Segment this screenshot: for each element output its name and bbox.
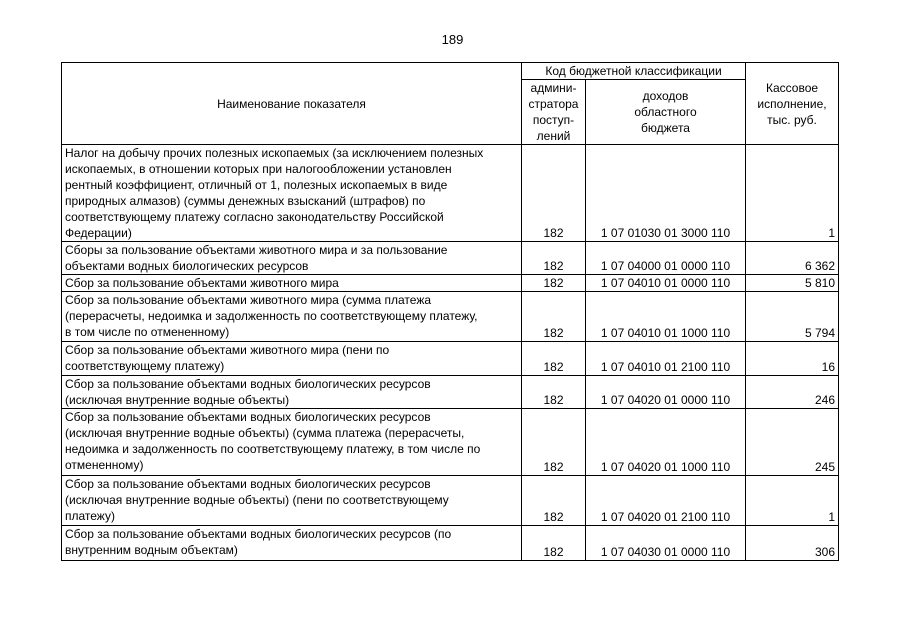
- row-name-line: рентный коэффициент, отличный от 1, полезных ископаемых в виде: [65, 178, 448, 192]
- row-name-line: Сбор за пользование объектами животного мира: [65, 276, 339, 290]
- row-income-code: 1 07 04010 01 0000 110: [586, 275, 746, 292]
- table-row: [62, 526, 839, 561]
- header-admin-line: админи-: [530, 81, 577, 95]
- row-name-line: (исключая внутренние водные объекты) (сумма платежа (перерасчеты,: [65, 426, 465, 440]
- budget-table: [61, 62, 839, 561]
- row-name-line: Сбор за пользование объектами водных биологических ресурсов: [65, 377, 431, 391]
- row-sum: 5 810: [746, 275, 839, 292]
- row-name-line: Сбор за пользование объектами животного мира (сумма платежа: [65, 293, 432, 307]
- row-name-line: (исключая внутренние водные объекты): [65, 393, 290, 407]
- row-admin-code: 182: [522, 526, 586, 561]
- row-sum: 6 362: [746, 242, 839, 275]
- row-name-line: недоимка и задолженность по соответствующему платежу, в том числе по: [65, 442, 481, 456]
- table-row: [62, 342, 839, 376]
- row-name: [62, 275, 522, 292]
- row-name-line: (исключая внутренние водные объекты) (пени по соответствующему: [65, 493, 449, 507]
- row-name-line: Сбор за пользование объектами животного мира (пени по: [65, 343, 390, 357]
- row-name-line: природных алмазов) (суммы денежных взысканий (штрафов) по: [65, 194, 426, 208]
- row-admin-code: 182: [522, 275, 586, 292]
- row-name-line: (перерасчеты, недоимка и задолженность по соответствующему платежу,: [65, 309, 478, 323]
- row-name-line: ископаемых, в отношении которых при налогообложении установлен: [65, 162, 452, 176]
- row-income-code: 1 07 04010 01 1000 110: [586, 292, 746, 342]
- header-sum-line: тыс. руб.: [767, 112, 817, 127]
- row-admin-code: 182: [522, 376, 586, 409]
- row-sum: 16: [746, 342, 839, 376]
- table-row: [62, 145, 839, 242]
- header-admin-line: поступ-: [532, 113, 575, 127]
- row-name-line: платежу): [65, 509, 115, 523]
- row-name: [62, 376, 522, 409]
- row-admin-code: 182: [522, 342, 586, 376]
- row-admin-code: 182: [522, 145, 586, 242]
- header-admin-line: лений: [536, 129, 571, 143]
- row-name-line: Сбор за пользование объектами водных биологических ресурсов: [65, 477, 431, 491]
- row-name-line: соответствующему платежу согласно законодательству Российской: [65, 210, 444, 224]
- header-income-line: бюджета: [641, 121, 690, 135]
- table-row: [62, 292, 839, 342]
- table-row: [62, 275, 839, 292]
- header-admin: [522, 80, 586, 145]
- table-row: [62, 242, 839, 275]
- row-admin-code: 182: [522, 242, 586, 275]
- row-name-line: объектами водных биологических ресурсов: [65, 259, 309, 273]
- row-name-line: внутренним водным объектам): [65, 543, 238, 557]
- row-income-code: 1 07 04020 01 1000 110: [586, 409, 746, 476]
- row-sum: 1: [746, 476, 839, 526]
- table-row: [62, 376, 839, 409]
- table-row: [62, 409, 839, 476]
- row-name: [62, 292, 522, 342]
- header-income: [586, 80, 746, 145]
- header-name: Наименование показателя: [62, 63, 522, 145]
- row-admin-code: 182: [522, 292, 586, 342]
- row-name: [62, 145, 522, 242]
- row-income-code: 1 07 04030 01 0000 110: [586, 526, 746, 561]
- row-name-line: Налог на добычу прочих полезных ископаемых (за исключением полезных: [65, 146, 484, 160]
- row-name: [62, 242, 522, 275]
- header-sum-line: Кассовое: [765, 80, 819, 95]
- row-name-line: Сбор за пользование объектами водных биологических ресурсов (по: [65, 527, 452, 541]
- row-income-code: 1 07 04000 01 0000 110: [586, 242, 746, 275]
- row-admin-code: 182: [522, 409, 586, 476]
- row-sum: 245: [746, 409, 839, 476]
- header-sum: [746, 63, 839, 145]
- page-number: 189: [441, 32, 464, 47]
- row-name: [62, 409, 522, 476]
- header-admin-line: стратора: [528, 97, 579, 111]
- row-income-code: 1 07 04020 01 2100 110: [586, 476, 746, 526]
- row-admin-code: 182: [522, 476, 586, 526]
- row-income-code: 1 07 04020 01 0000 110: [586, 376, 746, 409]
- row-name-line: соответствующему платежу): [65, 359, 225, 373]
- row-sum: 1: [746, 145, 839, 242]
- row-name-line: Сборы за пользование объектами животного мира и за пользование: [65, 243, 448, 257]
- row-name: [62, 526, 522, 561]
- header-income-line: доходов: [642, 89, 689, 103]
- row-sum: 246: [746, 376, 839, 409]
- row-sum: 306: [746, 526, 839, 561]
- header-income-line: областного: [634, 105, 697, 119]
- table-row: [62, 476, 839, 526]
- row-name: [62, 476, 522, 526]
- row-name-line: Федерации): [65, 226, 132, 240]
- header-sum-line: исполнение,: [757, 96, 827, 111]
- row-name-line: отмененному): [65, 458, 144, 472]
- row-name-line: в том числе по отмененному): [65, 325, 230, 339]
- header-kbk-group: Код бюджетной классификации: [522, 63, 746, 80]
- row-name-line: Сбор за пользование объектами водных биологических ресурсов: [65, 410, 431, 424]
- row-income-code: 1 07 01030 01 3000 110: [586, 145, 746, 242]
- table-body: [62, 145, 839, 561]
- row-sum: 5 794: [746, 292, 839, 342]
- row-income-code: 1 07 04010 01 2100 110: [586, 342, 746, 376]
- row-name: [62, 342, 522, 376]
- table-header: [62, 63, 839, 145]
